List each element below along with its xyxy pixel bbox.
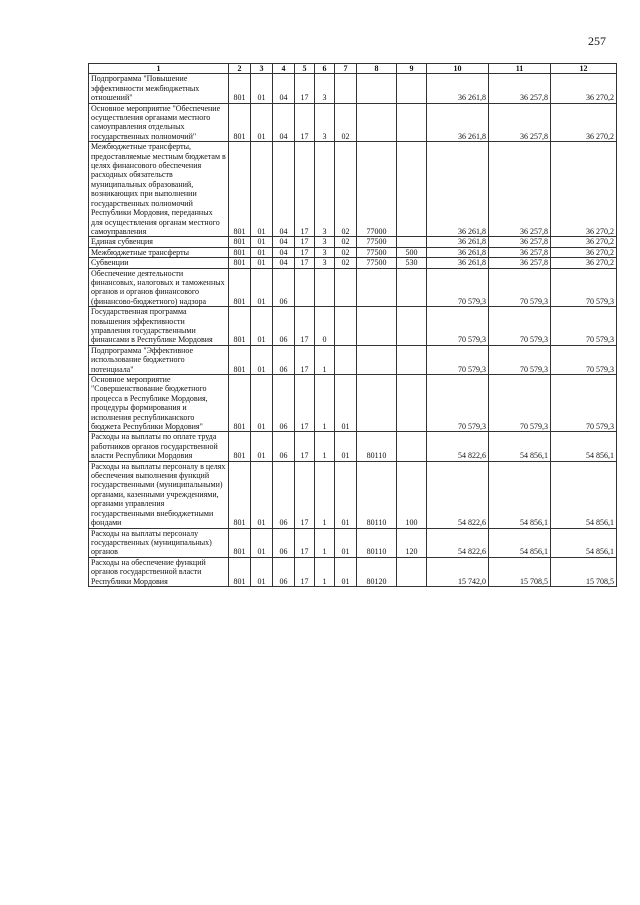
code-cell: 04 [273, 247, 295, 257]
amount-cell: 15 708,5 [551, 557, 617, 586]
code-cell: 01 [251, 268, 273, 307]
code-cell: 04 [273, 103, 295, 142]
amount-cell: 54 856,1 [489, 461, 551, 528]
code-cell [295, 268, 315, 307]
code-cell: 801 [229, 461, 251, 528]
code-cell: 06 [273, 528, 295, 557]
code-cell: 01 [335, 461, 357, 528]
code-cell: 3 [315, 247, 335, 257]
code-cell: 01 [251, 74, 273, 103]
table-row [89, 103, 617, 142]
code-cell: 801 [229, 103, 251, 142]
row-name-cell: Подпрограмма "Повышение эффективности межбюджетных отношений" [89, 74, 229, 103]
table-row [89, 557, 617, 586]
code-cell [397, 345, 427, 374]
code-cell: 3 [315, 74, 335, 103]
table-row [89, 74, 617, 103]
code-cell: 17 [295, 74, 315, 103]
code-cell: 801 [229, 74, 251, 103]
code-cell: 17 [295, 528, 315, 557]
code-cell: 801 [229, 247, 251, 257]
code-cell: 17 [295, 345, 315, 374]
code-cell [397, 432, 427, 461]
code-cell: 06 [273, 307, 295, 346]
code-cell: 01 [251, 237, 273, 247]
code-cell [397, 375, 427, 432]
code-cell: 801 [229, 375, 251, 432]
page-number: 257 [588, 34, 606, 48]
column-header: 11 [489, 64, 551, 74]
code-cell: 04 [273, 258, 295, 268]
code-cell: 02 [335, 142, 357, 237]
amount-cell: 70 579,3 [489, 375, 551, 432]
amount-cell: 36 261,8 [427, 258, 489, 268]
code-cell: 80110 [357, 461, 397, 528]
code-cell: 02 [335, 247, 357, 257]
code-cell [357, 74, 397, 103]
code-cell: 01 [335, 557, 357, 586]
code-cell [397, 268, 427, 307]
code-cell: 17 [295, 461, 315, 528]
amount-cell: 36 257,8 [489, 258, 551, 268]
amount-cell: 36 261,8 [427, 237, 489, 247]
amount-cell: 54 856,1 [489, 432, 551, 461]
amount-cell: 36 270,2 [551, 142, 617, 237]
row-name-cell: Субвенции [89, 258, 229, 268]
code-cell: 801 [229, 307, 251, 346]
code-cell: 06 [273, 345, 295, 374]
row-name-cell: Основное мероприятие "Обеспечение осуществления органами местного самоуправления отдельных государственных полномочий" [89, 103, 229, 142]
row-name-cell: Расходы на обеспечение функций органов государственной власти Республики Мордовия [89, 557, 229, 586]
code-cell: 06 [273, 375, 295, 432]
code-cell: 01 [251, 103, 273, 142]
code-cell: 17 [295, 307, 315, 346]
row-name-cell: Единая субвенция [89, 237, 229, 247]
code-cell: 80120 [357, 557, 397, 586]
amount-cell: 70 579,3 [551, 345, 617, 374]
table-row [89, 345, 617, 374]
column-header: 6 [315, 64, 335, 74]
code-cell: 01 [251, 142, 273, 237]
amount-cell: 54 856,1 [489, 528, 551, 557]
code-cell: 77500 [357, 258, 397, 268]
column-header: 12 [551, 64, 617, 74]
code-cell: 17 [295, 237, 315, 247]
table-row [89, 142, 617, 237]
column-header: 4 [273, 64, 295, 74]
table-row [89, 375, 617, 432]
column-header: 8 [357, 64, 397, 74]
table-row [89, 268, 617, 307]
table-row [89, 247, 617, 257]
code-cell [335, 74, 357, 103]
code-cell: 17 [295, 103, 315, 142]
row-name-cell: Обеспечение деятельности финансовых, налоговых и таможенных органов и органов финансового (финансово-бюджетного) надзора [89, 268, 229, 307]
table-row [89, 258, 617, 268]
code-cell: 01 [251, 345, 273, 374]
code-cell [357, 268, 397, 307]
code-cell: 17 [295, 375, 315, 432]
column-header: 1 [89, 64, 229, 74]
code-cell: 3 [315, 258, 335, 268]
code-cell: 1 [315, 557, 335, 586]
code-cell: 77500 [357, 247, 397, 257]
amount-cell: 70 579,3 [551, 268, 617, 307]
row-name-cell: Межбюджетные трансферты, предоставляемые местным бюджетам в целях финансового обеспечения расходных обязательств муниципальных образований, возникающих при выполнении государственных полномочий Республики Мордовия, переданных для осуществления органам местного самоуправления [89, 142, 229, 237]
code-cell: 120 [397, 528, 427, 557]
code-cell: 01 [335, 375, 357, 432]
amount-cell: 36 270,2 [551, 237, 617, 247]
amount-cell: 36 270,2 [551, 247, 617, 257]
amount-cell: 36 270,2 [551, 258, 617, 268]
amount-cell: 36 257,8 [489, 237, 551, 247]
table-row [89, 432, 617, 461]
code-cell: 01 [251, 557, 273, 586]
code-cell: 801 [229, 557, 251, 586]
code-cell: 801 [229, 432, 251, 461]
table-row [89, 307, 617, 346]
code-cell: 801 [229, 345, 251, 374]
amount-cell: 36 261,8 [427, 74, 489, 103]
code-cell [397, 307, 427, 346]
code-cell: 801 [229, 258, 251, 268]
code-cell [357, 103, 397, 142]
amount-cell: 70 579,3 [551, 375, 617, 432]
amount-cell: 15 742,0 [427, 557, 489, 586]
code-cell: 04 [273, 74, 295, 103]
code-cell: 06 [273, 268, 295, 307]
code-cell [315, 268, 335, 307]
code-cell: 77000 [357, 142, 397, 237]
code-cell: 801 [229, 528, 251, 557]
amount-cell: 70 579,3 [551, 307, 617, 346]
code-cell: 80110 [357, 528, 397, 557]
amount-cell: 70 579,3 [489, 268, 551, 307]
row-name-cell: Расходы на выплаты по оплате труда работников органов государственной власти Республики Мордовия [89, 432, 229, 461]
budget-table [88, 63, 617, 587]
code-cell: 3 [315, 237, 335, 247]
row-name-cell: Основное мероприятие "Совершенствование бюджетного процесса в Республике Мордовия, процедуры формирования и исполнения республиканского бюджета Республики Мордовия" [89, 375, 229, 432]
table-body [89, 74, 617, 587]
amount-cell: 36 257,8 [489, 103, 551, 142]
code-cell: 01 [335, 432, 357, 461]
amount-cell: 70 579,3 [427, 268, 489, 307]
amount-cell: 54 822,6 [427, 528, 489, 557]
row-name-cell: Государственная программа повышения эффективности управления государственными финансами в Республике Мордовия [89, 307, 229, 346]
code-cell: 01 [251, 258, 273, 268]
code-cell: 17 [295, 258, 315, 268]
code-cell: 17 [295, 432, 315, 461]
code-cell: 02 [335, 237, 357, 247]
code-cell: 01 [251, 432, 273, 461]
row-name-cell: Подпрограмма "Эффективное использование бюджетного потенциала" [89, 345, 229, 374]
column-header: 7 [335, 64, 357, 74]
amount-cell: 70 579,3 [489, 345, 551, 374]
code-cell: 500 [397, 247, 427, 257]
code-cell: 01 [251, 307, 273, 346]
code-cell [357, 345, 397, 374]
code-cell: 1 [315, 375, 335, 432]
code-cell: 100 [397, 461, 427, 528]
code-cell: 01 [251, 375, 273, 432]
amount-cell: 36 261,8 [427, 247, 489, 257]
code-cell: 3 [315, 103, 335, 142]
amount-cell: 36 261,8 [427, 142, 489, 237]
amount-cell: 36 257,8 [489, 142, 551, 237]
code-cell: 801 [229, 142, 251, 237]
column-header: 10 [427, 64, 489, 74]
amount-cell: 54 856,1 [551, 432, 617, 461]
code-cell [397, 237, 427, 247]
amount-cell: 15 708,5 [489, 557, 551, 586]
column-header: 2 [229, 64, 251, 74]
code-cell: 17 [295, 557, 315, 586]
column-header: 5 [295, 64, 315, 74]
code-cell: 3 [315, 142, 335, 237]
amount-cell: 36 257,8 [489, 247, 551, 257]
amount-cell: 70 579,3 [427, 345, 489, 374]
code-cell: 1 [315, 528, 335, 557]
code-cell: 1 [315, 345, 335, 374]
amount-cell: 70 579,3 [489, 307, 551, 346]
code-cell: 06 [273, 557, 295, 586]
code-cell: 04 [273, 237, 295, 247]
amount-cell: 54 856,1 [551, 461, 617, 528]
row-name-cell: Расходы на выплаты персоналу государственных (муниципальных) органов [89, 528, 229, 557]
code-cell: 17 [295, 247, 315, 257]
code-cell: 01 [251, 461, 273, 528]
code-cell: 06 [273, 461, 295, 528]
code-cell [397, 74, 427, 103]
code-cell: 17 [295, 142, 315, 237]
code-cell: 02 [335, 258, 357, 268]
code-cell [397, 557, 427, 586]
amount-cell: 36 261,8 [427, 103, 489, 142]
amount-cell: 36 257,8 [489, 74, 551, 103]
code-cell: 801 [229, 237, 251, 247]
row-name-cell: Расходы на выплаты персоналу в целях обеспечения выполнения функций государственными (муниципальными) органами, казенными учреждениями, органами управления государственными внебюджетными фондами [89, 461, 229, 528]
amount-cell: 36 270,2 [551, 74, 617, 103]
amount-cell: 54 822,6 [427, 461, 489, 528]
code-cell: 02 [335, 103, 357, 142]
amount-cell: 70 579,3 [427, 375, 489, 432]
column-header: 3 [251, 64, 273, 74]
code-cell: 80110 [357, 432, 397, 461]
row-name-cell: Межбюджетные трансферты [89, 247, 229, 257]
code-cell: 01 [335, 528, 357, 557]
header-row [89, 64, 617, 74]
code-cell: 77500 [357, 237, 397, 247]
amount-cell: 36 270,2 [551, 103, 617, 142]
code-cell [335, 307, 357, 346]
amount-cell: 54 856,1 [551, 528, 617, 557]
code-cell [335, 345, 357, 374]
code-cell [357, 375, 397, 432]
table-row [89, 461, 617, 528]
code-cell: 530 [397, 258, 427, 268]
code-cell: 01 [251, 528, 273, 557]
code-cell: 801 [229, 268, 251, 307]
code-cell [397, 103, 427, 142]
amount-cell: 54 822,6 [427, 432, 489, 461]
code-cell [335, 268, 357, 307]
code-cell: 1 [315, 432, 335, 461]
table-row [89, 237, 617, 247]
code-cell: 0 [315, 307, 335, 346]
table-row [89, 528, 617, 557]
amount-cell: 70 579,3 [427, 307, 489, 346]
code-cell: 1 [315, 461, 335, 528]
code-cell: 06 [273, 432, 295, 461]
code-cell: 04 [273, 142, 295, 237]
code-cell: 01 [251, 247, 273, 257]
code-cell [397, 142, 427, 237]
code-cell [357, 307, 397, 346]
column-header: 9 [397, 64, 427, 74]
